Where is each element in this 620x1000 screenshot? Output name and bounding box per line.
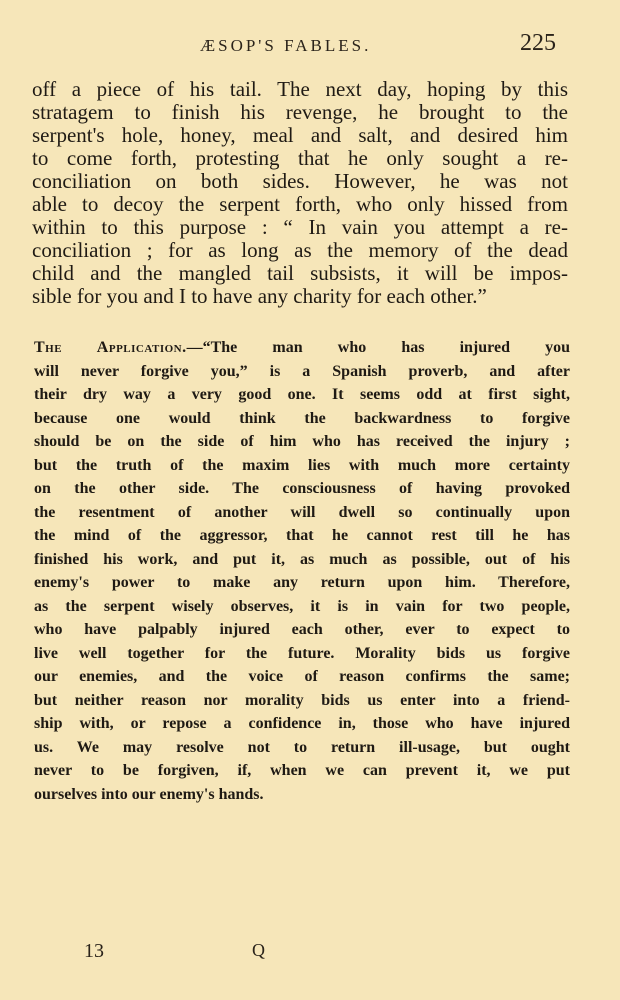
application-line: their dry way a very good one. It seems odd at first sight, — [34, 386, 570, 403]
fable-line: serpent's hole, honey, meal and salt, and desired him — [32, 123, 568, 147]
application-line: should be on the side of him who has received the injury ; — [34, 433, 570, 450]
application-section — [34, 336, 570, 806]
application-first-line-text: —“The man who has injured you — [186, 339, 570, 356]
application-line: because one would think the backwardness to forgive — [34, 409, 570, 427]
application-line: never to be forgiven, if, when we can prevent it, we put — [34, 762, 570, 779]
application-line: live well together for the future. Morality bids us forgive — [34, 644, 570, 662]
fable-line: to come forth, protesting that he only sought a re- — [32, 146, 568, 170]
page-number: 225 — [520, 30, 556, 56]
application-heading: The Application. — [34, 339, 187, 356]
application-line: who have palpably injured each other, ever to expect to — [34, 621, 570, 638]
application-line: the mind of the aggressor, that he cannot rest till he has — [34, 527, 570, 544]
application-line: but the truth of the maxim lies with much more certainty — [34, 456, 570, 474]
fable-line: conciliation on both sides. However, he was not — [32, 169, 568, 193]
application-line: finished his work, and put it, as much as possible, out of his — [34, 550, 570, 568]
fable-line: off a piece of his tail. The next day, hoping by this — [32, 77, 568, 101]
fable-line: stratagem to finish his revenge, he brought to the — [32, 100, 568, 124]
fable-line: within to this purpose : “ In vain you attempt a re- — [32, 215, 568, 239]
printer-signature: 13 — [84, 940, 104, 962]
application-line: ourselves into our enemy's hands. — [34, 785, 264, 803]
fable-line: able to decoy the serpent forth, who only hissed from — [32, 192, 568, 216]
application-line: us. We may resolve not to return ill-usage, but ought — [34, 738, 570, 756]
application-line: our enemies, and the voice of reason confirms the same; — [34, 668, 570, 685]
application-line: ship with, or repose a confidence in, those who have injured — [34, 715, 570, 732]
running-title: ÆSOP'S FABLES. — [200, 36, 372, 55]
application-first-line — [34, 336, 570, 360]
application-line: enemy's power to make any return upon him. Therefore, — [34, 574, 570, 591]
application-line: will never forgive you,” is a Spanish proverb, and after — [34, 362, 570, 380]
fable-line: sible for you and I to have any charity for each other.” — [32, 284, 487, 308]
fable-text — [32, 78, 568, 308]
fable-line: conciliation ; for as long as the memory of the dead — [32, 238, 568, 262]
printer-signature-letter: Q — [252, 940, 265, 960]
application-line: as the serpent wisely observes, it is in vain for two people, — [34, 597, 570, 615]
application-line: the resentment of another will dwell so continually upon — [34, 503, 570, 521]
application-line: on the other side. The consciousness of having provoked — [34, 480, 570, 497]
application-line: but neither reason nor morality bids us enter into a friend- — [34, 691, 570, 709]
fable-line: child and the mangled tail subsists, it will be impos- — [32, 261, 568, 285]
